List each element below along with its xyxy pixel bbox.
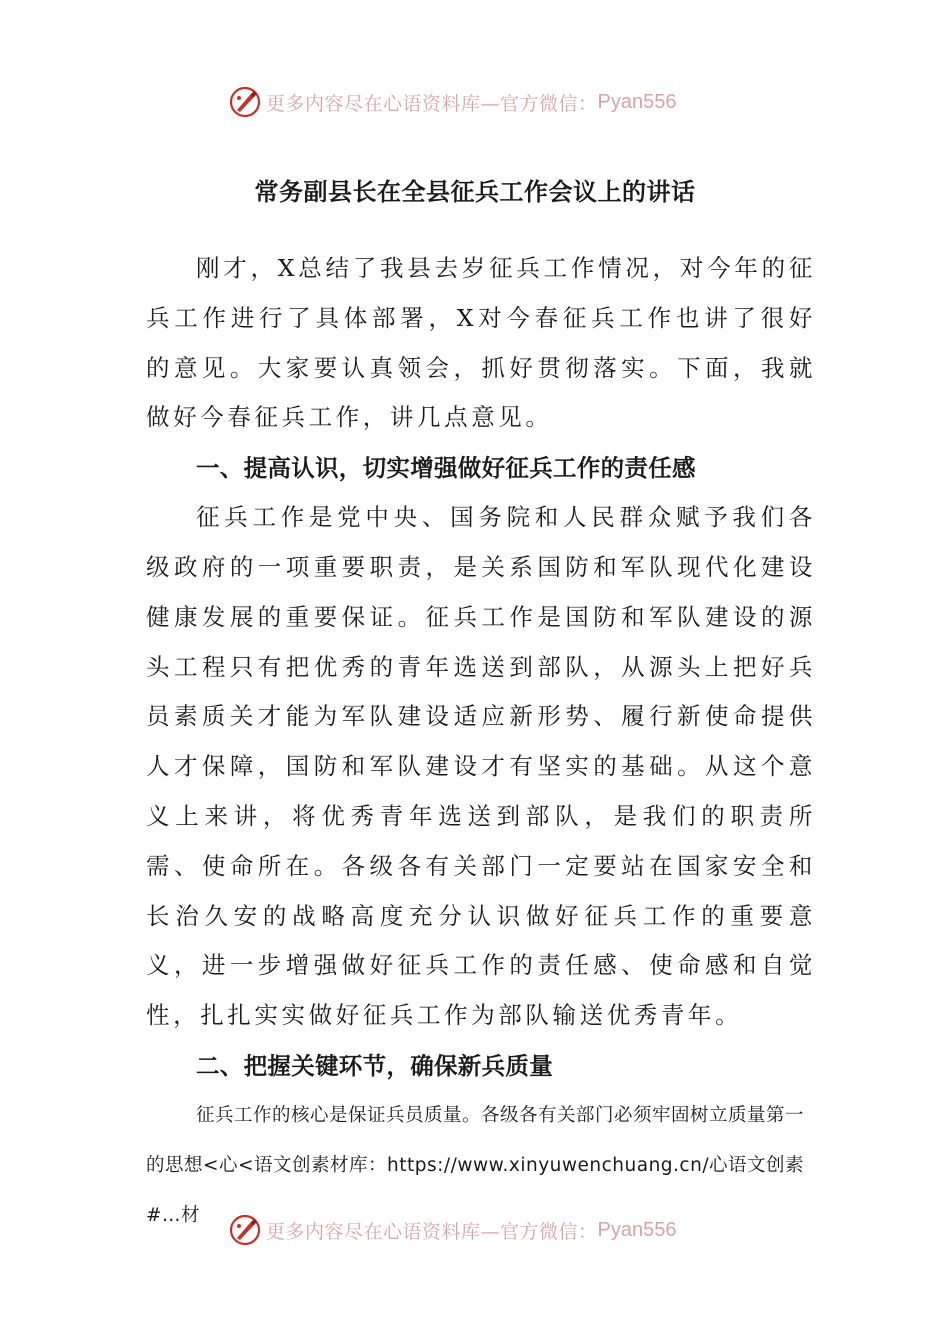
pen-logo-icon [228,85,262,119]
section-2-heading: 二、把握关键环节，确保新兵质量 [196,1051,553,1080]
pen-logo-icon [228,1213,262,1247]
section-2-paragraph: 征兵工作的核心是保证兵员质量。各级各有关部门必须牢固树立质量第一的思想<心<语文创素材库：https://www.xinyuwenchuang.cn/心语文创素#…材 [146,1104,805,1226]
intro-paragraph: 刚才，X总结了我县去岁征兵工作情况，对今年的征兵工作进行了具体部署，X对今春征兵工作也讲了很好的意见。大家要认真领会，抓好贯彻落实。下面，我就做好今春征兵工作，讲几点意见。 [146,254,816,432]
footer-watermark [228,1210,748,1250]
section-1-heading: 一、提高认识，切实增强做好征兵工作的责任感 [196,454,696,483]
watermark-text: 更多内容尽在心语资料库—官方微信： [266,1220,598,1243]
section-1-paragraph: 征兵工作是党中央、国务院和人民群众赋予我们各级政府的一项重要职责，是关系国防和军队现代化建设健康发展的重要保证。征兵工作是国防和军队建设的源头工程只有把优秀的青年选送到部队，从源头上把好兵员素质关才能为军队建设适应新形势、履行新使命提供人才保障，国防和军队建设才有坚实的基础。从这个意义上来讲，将优秀青年选送到部队，是我们的职责所需、使命所在。各级各有关部门一定要站在国家安全和长治久安的战略高度充分认识做好征兵工作的重要意义，进一步增强做好征兵工作的责任感、使命感和自觉性，扎扎实实做好征兵工作为部队输送优秀青年。 [146,503,816,1030]
document-body [146,244,816,1241]
document-title: 常务副县长在全县征兵工作会议上的讲话 [254,177,696,206]
watermark-text: 更多内容尽在心语资料库—官方微信： [266,92,598,115]
header-watermark [228,82,748,122]
watermark-wechat-id: Pyan556 [597,1218,677,1241]
watermark-wechat-id: Pyan556 [597,90,677,113]
